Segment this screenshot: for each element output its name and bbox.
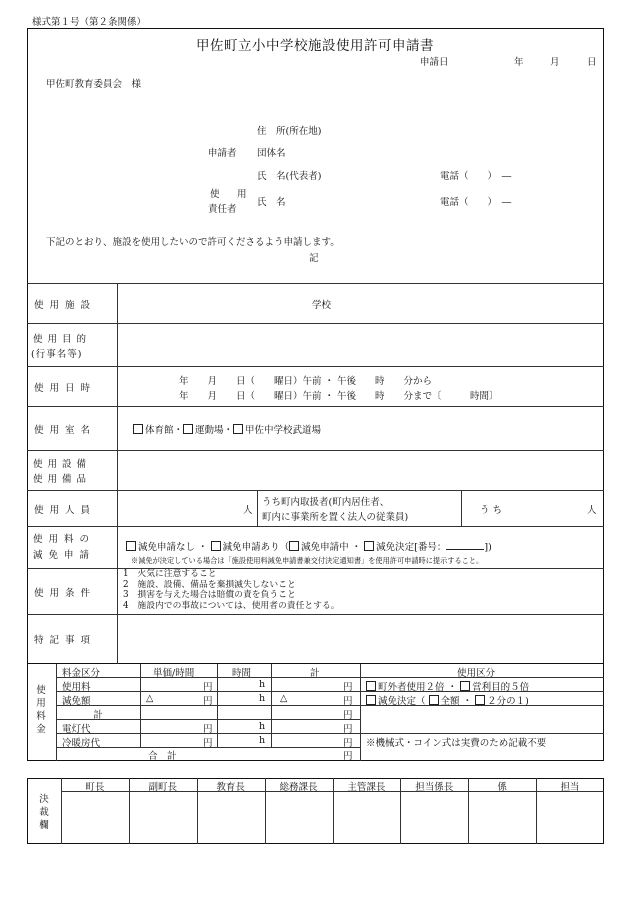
decision-number-field[interactable] bbox=[446, 541, 484, 550]
fee-row-name: 計 bbox=[93, 710, 103, 721]
date-year: 年 bbox=[514, 57, 524, 68]
ground-option-label: 運動場・ bbox=[195, 425, 234, 436]
applicant-phone: 電話（ ） ― bbox=[440, 171, 512, 182]
divider bbox=[56, 733, 604, 734]
outside-town-label: 町外者使用２倍 ・ bbox=[378, 682, 458, 693]
approval-column-header: 町長 bbox=[85, 782, 105, 793]
half-checkbox[interactable] bbox=[475, 695, 485, 705]
condition-item: 1 火気に注意すること bbox=[123, 569, 217, 579]
divider bbox=[27, 366, 604, 367]
fee-unit-yen: 円 bbox=[203, 724, 213, 735]
responsible-label-2: 責任者 bbox=[208, 204, 237, 215]
fee-unit-prefix: △ bbox=[146, 693, 154, 704]
approval-column-header: 総務課長 bbox=[279, 782, 318, 793]
fee-exempt-options bbox=[126, 539, 492, 553]
approval-column-header: 副町長 bbox=[148, 782, 178, 793]
decided-checkbox[interactable] bbox=[364, 541, 374, 551]
condition-item: 3 損害を与えた場合は賠償の責を負うこと bbox=[123, 590, 296, 600]
resident-label-2: 町内に事業所を置く法人の従業員) bbox=[262, 512, 409, 523]
date-label: 申請日 bbox=[420, 57, 449, 68]
fee-total-yen: 円 bbox=[343, 724, 353, 735]
exempt-checkbox[interactable] bbox=[211, 541, 221, 551]
approval-stamp-cell[interactable] bbox=[469, 792, 535, 843]
decided-label: 減免決定[番号： bbox=[376, 542, 447, 553]
divider bbox=[27, 406, 604, 407]
conditions-list bbox=[123, 569, 340, 611]
approval-stamp-cell[interactable] bbox=[266, 792, 332, 843]
grand-total-yen: 円 bbox=[343, 751, 353, 762]
commercial-checkbox[interactable] bbox=[460, 681, 470, 691]
fee-row-name: 減免額 bbox=[62, 696, 91, 707]
gym-option-label: 体育館・ bbox=[145, 425, 184, 436]
responsible-name-label: 氏 名 bbox=[257, 197, 286, 208]
applicant-org-label: 団体名 bbox=[257, 148, 286, 159]
divider bbox=[140, 664, 141, 747]
approval-column-header: 主管課長 bbox=[347, 782, 386, 793]
fee-header-total: 計 bbox=[310, 668, 320, 679]
usage-note: ※機械式・コイン式は実費のため記載不要 bbox=[366, 738, 547, 749]
approval-stamp-cell[interactable] bbox=[130, 792, 196, 843]
fee-header-time: 時間 bbox=[232, 668, 252, 679]
approval-side-label: 決 裁 欄 bbox=[39, 794, 49, 831]
fee-row-name: 使用料 bbox=[62, 682, 91, 693]
condition-item: 2 施設、設備、備品を棄損滅失しないこと bbox=[123, 579, 296, 590]
approval-stamp-cell[interactable] bbox=[401, 792, 467, 843]
divider bbox=[360, 664, 361, 761]
uchi-label: う ち bbox=[480, 505, 503, 516]
ki-mark: 記 bbox=[309, 253, 319, 264]
approval-stamp-cell[interactable] bbox=[537, 792, 603, 843]
fee-total-yen: 円 bbox=[343, 710, 353, 721]
equipment-label-1: 使 用 設 備 bbox=[33, 459, 88, 470]
applicant-address-label: 住 所(所在地) bbox=[257, 126, 322, 137]
divider bbox=[27, 526, 604, 527]
usage-line-2 bbox=[366, 693, 529, 707]
fee-total-prefix: △ bbox=[280, 693, 288, 704]
condition-item: 4 施設内での事故については、使用者の責任とする。 bbox=[123, 600, 340, 611]
fee-time-unit: h bbox=[259, 735, 266, 746]
dojo-option-label: 甲佐中学校武道場 bbox=[245, 425, 322, 436]
fee-unit-yen: 円 bbox=[203, 738, 213, 749]
fee-time-unit: h bbox=[259, 693, 266, 704]
dojo-checkbox[interactable] bbox=[233, 424, 243, 434]
resident-unit: 人 bbox=[587, 505, 597, 516]
approval-column-header: 教育長 bbox=[216, 782, 245, 793]
datetime-to[interactable]: 年 月 日（ 曜日）午前 ・ 午後 時 分まで〔 時間〕 bbox=[179, 391, 499, 402]
room-options bbox=[133, 422, 321, 436]
form-title: 甲佐町立小中学校施設使用許可申請書 bbox=[196, 38, 434, 54]
fee-header-usage: 使用区分 bbox=[457, 668, 496, 679]
fee-row-name: 電灯代 bbox=[62, 724, 91, 735]
responsible-phone: 電話（ ） ― bbox=[440, 197, 512, 208]
datetime-label: 使用日時 bbox=[34, 383, 97, 394]
fee-total-yen: 円 bbox=[343, 738, 353, 749]
fee-row-name: 冷暖房代 bbox=[62, 738, 101, 749]
divider bbox=[257, 490, 258, 526]
purpose-label-2: (行事名等) bbox=[31, 349, 83, 360]
divider bbox=[27, 283, 604, 284]
applicant-name-label: 氏 名(代表者) bbox=[257, 171, 322, 182]
fee-header-category: 料金区分 bbox=[62, 668, 101, 679]
people-label: 使用人員 bbox=[34, 505, 97, 516]
pending-checkbox[interactable] bbox=[289, 541, 299, 551]
responsible-label-1: 使 用 bbox=[210, 189, 251, 200]
room-label: 使用室名 bbox=[34, 425, 97, 436]
fee-time-unit: h bbox=[259, 721, 266, 732]
fee-unit-yen: 円 bbox=[203, 696, 213, 707]
facility-value[interactable]: 学校 bbox=[312, 300, 332, 311]
divider bbox=[27, 614, 604, 615]
outside-town-checkbox[interactable] bbox=[366, 681, 376, 691]
half-label: ２分の１) bbox=[487, 696, 529, 707]
approval-stamp-cell[interactable] bbox=[334, 792, 400, 843]
people-unit: 人 bbox=[243, 505, 253, 516]
addressee: 甲佐町教育委員会 様 bbox=[46, 79, 142, 90]
approval-stamp-cell[interactable] bbox=[62, 792, 128, 843]
fee-total-yen: 円 bbox=[343, 682, 353, 693]
fee-exempt-note: ※減免が決定している場合は「施設使用料減免申請書兼交付決定通知書」を使用許可申請時に提示すること。 bbox=[131, 556, 484, 565]
equipment-label-2: 使 用 備 品 bbox=[33, 474, 88, 485]
resident-label-1: うち町内取扱者(町内居住者、 bbox=[262, 497, 390, 508]
full-checkbox[interactable] bbox=[429, 695, 439, 705]
fee-time-unit: h bbox=[259, 679, 266, 690]
purpose-label-1: 使 用 目 的 bbox=[33, 334, 88, 345]
approval-stamp-cell[interactable] bbox=[198, 792, 264, 843]
fee-exempt-label-2: 減 免 申 請 bbox=[33, 550, 91, 561]
divider bbox=[27, 323, 604, 324]
fee-total-yen: 円 bbox=[343, 696, 353, 707]
facility-label: 使用施設 bbox=[34, 300, 97, 311]
divider bbox=[56, 677, 604, 678]
divider bbox=[27, 450, 604, 451]
fee-side-label: 使 用 料 金 bbox=[36, 685, 46, 735]
datetime-from[interactable]: 年 月 日（ 曜日）午前 ・ 午後 時 分から bbox=[179, 376, 433, 387]
fee-exempt-label-1: 使 用 料 の bbox=[33, 534, 91, 545]
commercial-label: 営利目的５倍 bbox=[472, 682, 530, 693]
conditions-label: 使用条件 bbox=[34, 588, 97, 599]
exempt-label: 減免申請あり（ bbox=[222, 542, 290, 553]
fee-unit-yen: 円 bbox=[203, 682, 213, 693]
form-number: 様式第１号（第２条関係） bbox=[32, 17, 147, 28]
divider bbox=[217, 664, 218, 747]
notes-label: 特記事項 bbox=[34, 635, 97, 646]
request-text: 下記のとおり、施設を使用したいので許可くださるよう申請します。 bbox=[46, 237, 340, 248]
date-month: 月 bbox=[550, 57, 560, 68]
no-exempt-checkbox[interactable] bbox=[126, 541, 136, 551]
decided-close: ]) bbox=[484, 542, 492, 553]
gym-checkbox[interactable] bbox=[133, 424, 143, 434]
date-day: 日 bbox=[587, 57, 597, 68]
label-column-divider bbox=[117, 283, 118, 664]
approval-column-header: 係 bbox=[497, 782, 507, 793]
grand-total-label: 合 計 bbox=[148, 751, 177, 762]
divider bbox=[27, 490, 604, 491]
divider bbox=[271, 664, 272, 747]
divider bbox=[461, 490, 462, 526]
usage-line-1 bbox=[366, 679, 529, 693]
exempt-decided-checkbox[interactable] bbox=[366, 695, 376, 705]
ground-checkbox[interactable] bbox=[183, 424, 193, 434]
approval-column-header: 担当 bbox=[560, 782, 580, 793]
full-label: 全額 ・ bbox=[440, 696, 473, 707]
no-exempt-label: 減免申請なし ・ bbox=[138, 542, 208, 553]
exempt-decided-label: 減免決定（ bbox=[378, 696, 426, 707]
applicant-label: 申請者 bbox=[208, 148, 237, 159]
approval-column-header: 担当係長 bbox=[415, 782, 454, 793]
pending-label: 減免申請中 ・ bbox=[301, 542, 362, 553]
fee-header-unit-price: 単価/時間 bbox=[153, 668, 195, 679]
